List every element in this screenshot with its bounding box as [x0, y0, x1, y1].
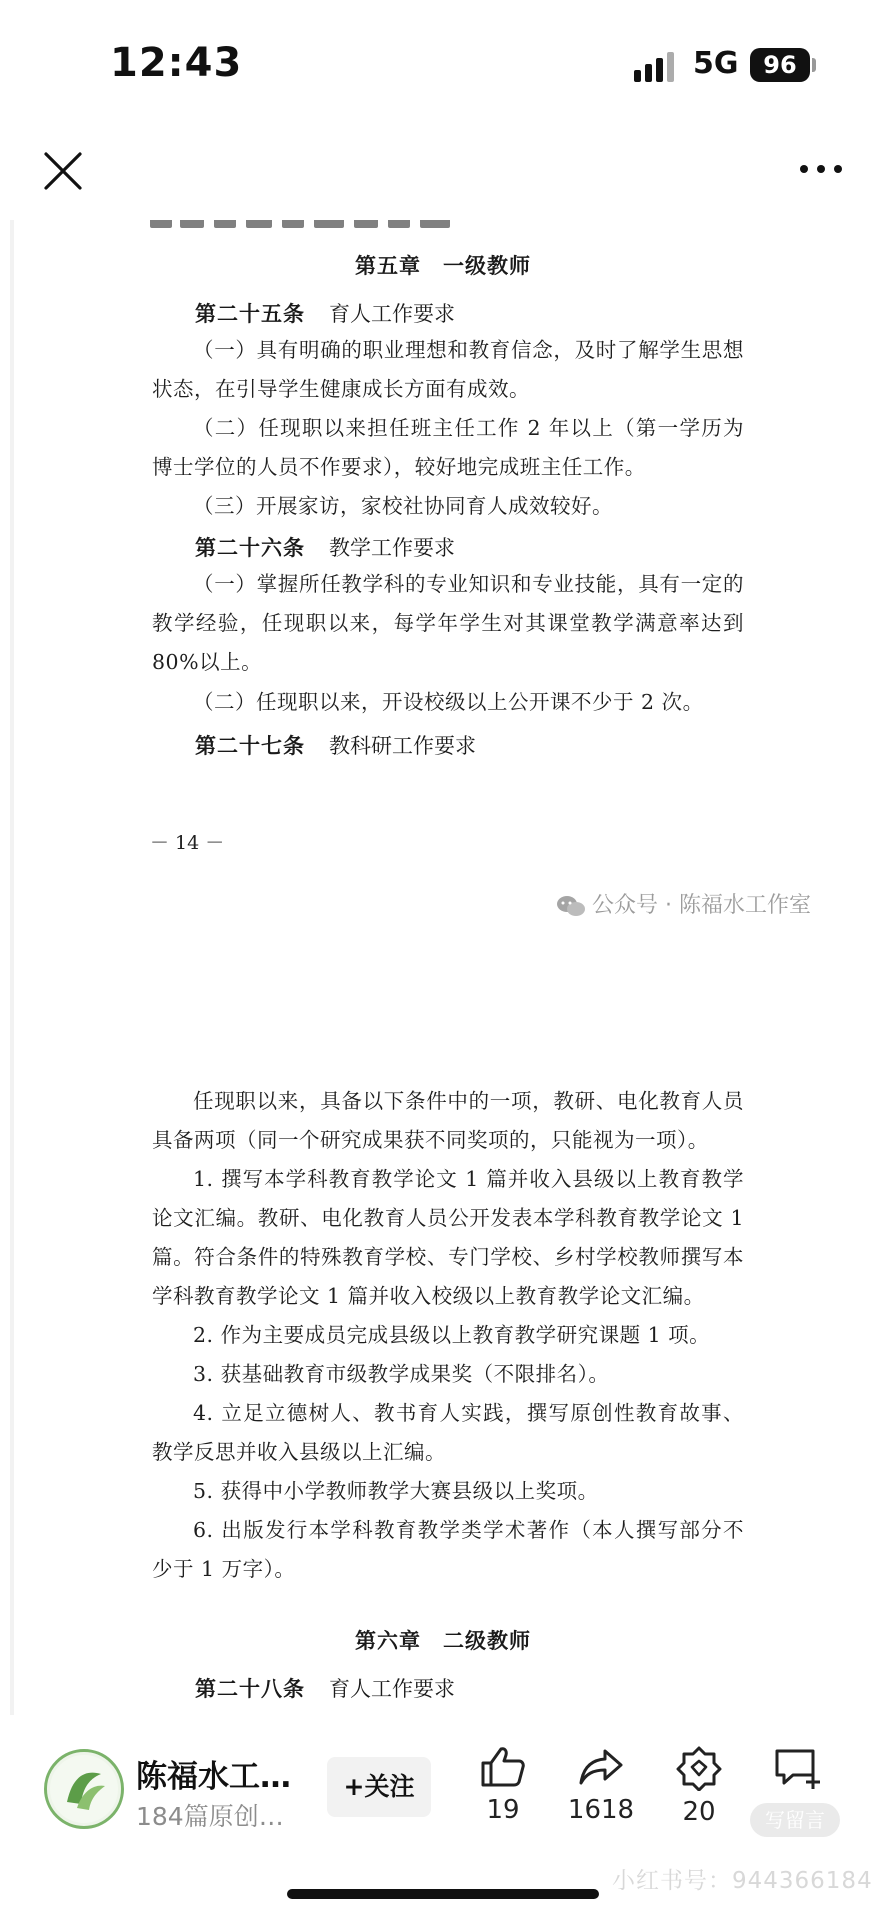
article-number: 第二十八条 [195, 1676, 305, 1701]
article-title: 教科研工作要求 [329, 734, 476, 758]
condition-item: 3. 获基础教育市级教学成果奖（不限排名）。 [193, 1362, 610, 1386]
condition-item: 1. 撰写本学科教育教学论文 1 篇并收入县级以上教育教学论文汇编。教研、电化教育人员公开发表本学科教育教学论文 1 篇。符合条件的特殊教育学校、专门学校、乡村学校教师撰写本学科教育教学论文 1 篇并收入校级以上教育教学论文汇编。 [152, 1167, 744, 1308]
paragraph: （一）具有明确的职业理想和教育信念，及时了解学生思想状态，在引导学生健康成长方面有成效。 [152, 338, 744, 401]
article-heading [195, 1673, 455, 1703]
bottom-action-bar [0, 1715, 886, 1920]
condition-item: 4. 立足立德树人、教书育人实践，撰写原创性教育故事、教学反思并收入县级以上汇编。 [152, 1401, 744, 1464]
thumbs-up-icon [479, 1745, 527, 1789]
close-icon [40, 148, 86, 194]
article-heading [195, 730, 476, 760]
recommend-button[interactable] [654, 1745, 744, 1827]
paragraph: （二）任现职以来，开设校级以上公开课不少于 2 次。 [193, 690, 704, 714]
share-icon [577, 1745, 625, 1789]
xhs-id-watermark: 小红书号：944366184 [612, 1868, 873, 1894]
close-button[interactable] [40, 148, 86, 194]
recommend-icon [675, 1745, 723, 1791]
more-button[interactable] [796, 154, 846, 184]
chapter-title: 第五章 一级教师 [355, 253, 531, 278]
article-title: 教学工作要求 [329, 536, 455, 560]
status-bar [0, 0, 886, 130]
comment-add-icon [773, 1745, 821, 1791]
signal-icon [634, 52, 680, 82]
more-icon [796, 154, 846, 184]
page-number: － 14 － [150, 832, 225, 854]
network-type: 5G [693, 46, 739, 81]
paragraph: （三）开展家访，家校社协同育人成效较好。 [193, 494, 613, 518]
article-number: 第二十六条 [195, 535, 305, 560]
paragraph: （二）任现职以来担任班主任工作 2 年以上（第一学历为博士学位的人员不作要求），较好地完成班主任工作。 [152, 416, 744, 479]
share-button[interactable] [556, 1745, 646, 1825]
article-heading [195, 298, 455, 328]
like-button[interactable] [458, 1745, 548, 1825]
wechat-icon [556, 894, 586, 918]
logo-icon [47, 1752, 121, 1826]
share-count: 1618 [567, 1795, 635, 1825]
watermark-text: 公众号 · 陈福水工作室 [592, 893, 811, 918]
condition-item: 5. 获得中小学教师教学大赛县级以上奖项。 [193, 1479, 599, 1503]
cropped-text-line [150, 220, 470, 228]
article-title: 育人工作要求 [329, 302, 455, 326]
article-number: 第二十五条 [195, 301, 305, 326]
account-article-count: 184篇原创… [136, 1802, 284, 1831]
article-heading [195, 532, 455, 562]
account-avatar[interactable] [44, 1749, 124, 1829]
condition-item: 2. 作为主要成员完成县级以上教育教学研究课题 1 项。 [193, 1323, 711, 1347]
comment-label: 写留言 [750, 1803, 840, 1837]
follow-button[interactable]: +关注 [327, 1757, 431, 1817]
article-title: 育人工作要求 [329, 1677, 455, 1701]
status-time: 12:43 [110, 40, 243, 86]
battery-icon: 96 [750, 48, 810, 82]
page-edge [10, 220, 14, 1715]
paragraph: （一）掌握所任教学科的专业知识和专业技能，具有一定的教学经验，任现职以来，每学年学生对其课堂教学满意率达到80%以上。 [152, 572, 744, 674]
top-nav [0, 130, 886, 220]
article-number: 第二十七条 [195, 733, 305, 758]
chapter-title: 第六章 二级教师 [355, 1628, 531, 1653]
home-indicator[interactable] [287, 1889, 599, 1899]
document-viewer[interactable] [0, 220, 886, 1715]
account-name[interactable]: 陈福水工… [136, 1759, 291, 1795]
battery-tip [812, 58, 816, 72]
condition-item: 6. 出版发行本学科教育教学类学术著作（本人撰写部分不少于 1 万字）。 [152, 1518, 744, 1581]
comment-button[interactable] [752, 1745, 842, 1791]
like-count: 19 [486, 1795, 520, 1825]
wechat-watermark [556, 888, 811, 919]
recommend-count: 20 [682, 1797, 716, 1827]
paragraph: 任现职以来，具备以下条件中的一项，教研、电化教育人员具备两项（同一个研究成果获不同奖项的，只能视为一项）。 [152, 1089, 744, 1152]
